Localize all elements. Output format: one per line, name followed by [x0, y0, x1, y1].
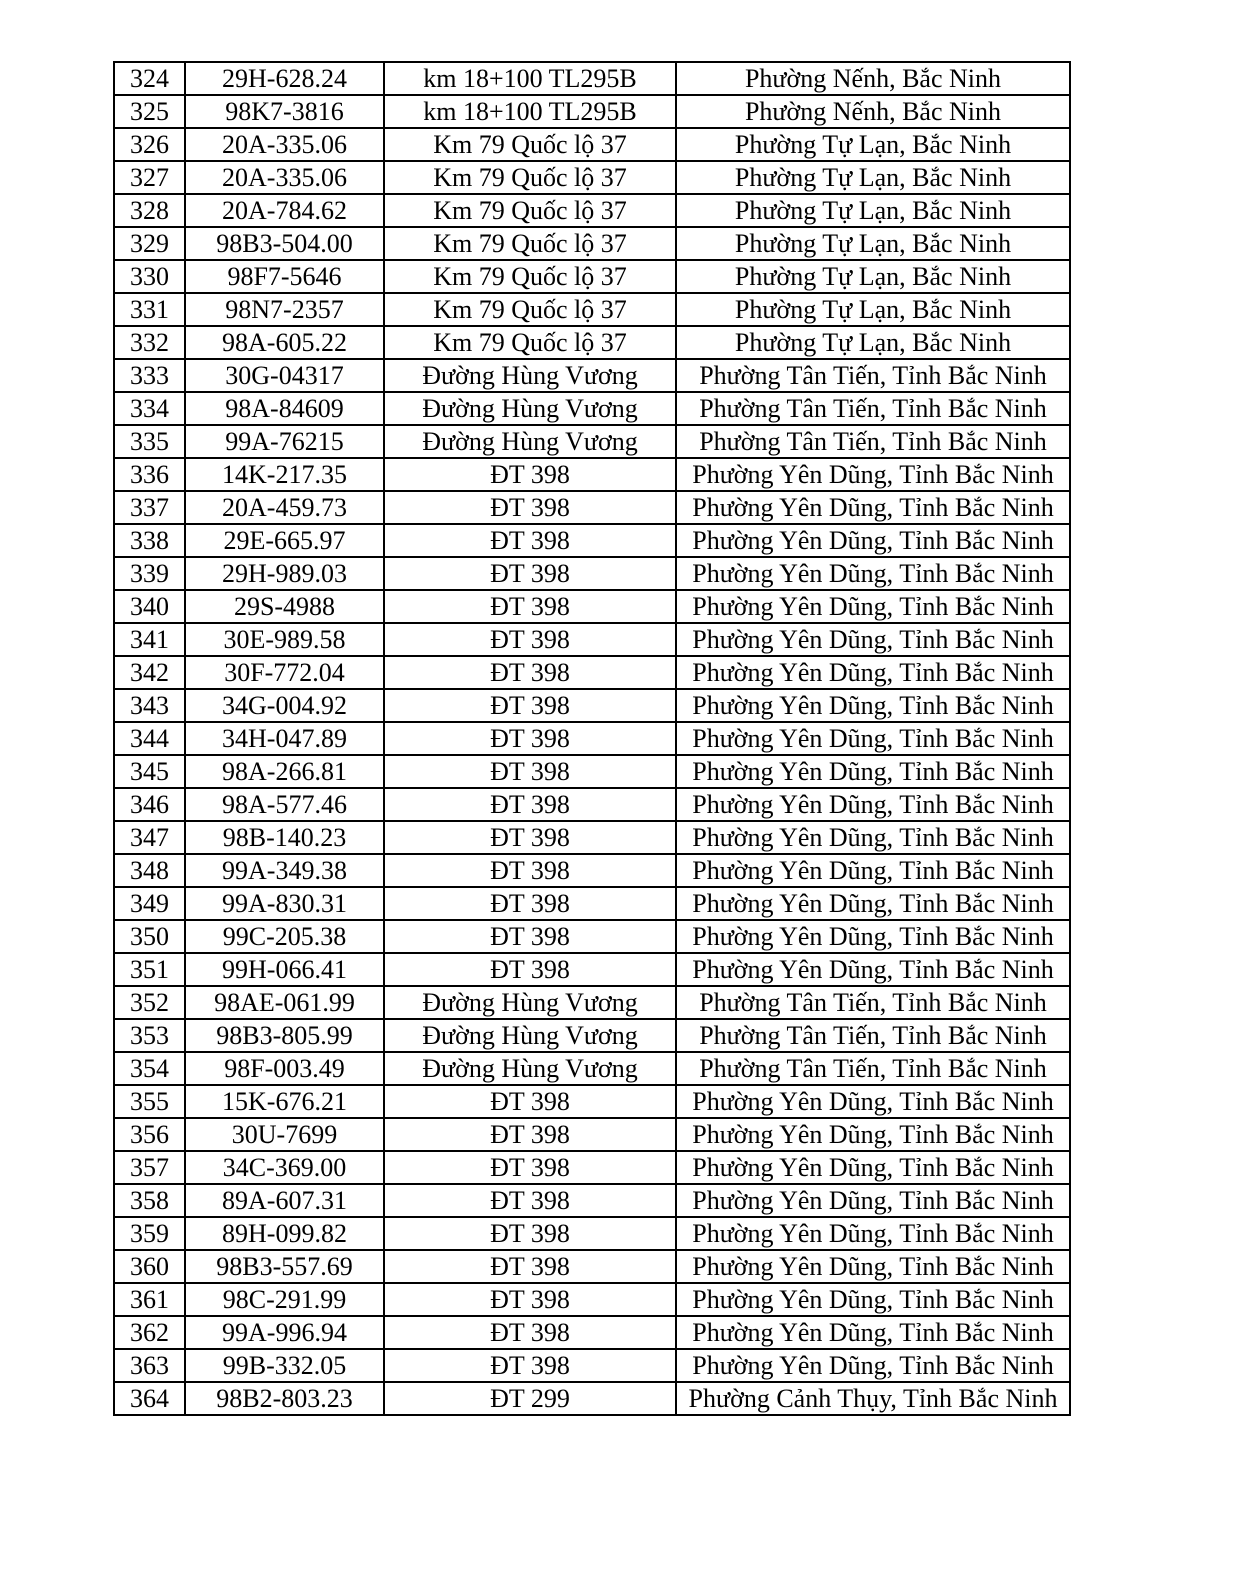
row-number-cell: 340 — [114, 590, 185, 623]
row-number-cell: 329 — [114, 227, 185, 260]
ward-cell: Phường Tân Tiến, Tỉnh Bắc Ninh — [676, 1019, 1070, 1052]
table-row — [114, 1085, 1070, 1118]
ward-cell: Phường Yên Dũng, Tỉnh Bắc Ninh — [676, 1349, 1070, 1382]
row-number-cell: 345 — [114, 755, 185, 788]
ward-cell: Phường Tự Lạn, Bắc Ninh — [676, 161, 1070, 194]
license-plate-cell: 20A-459.73 — [185, 491, 384, 524]
row-number-cell: 364 — [114, 1382, 185, 1415]
ward-cell: Phường Yên Dũng, Tỉnh Bắc Ninh — [676, 1217, 1070, 1250]
table-row — [114, 788, 1070, 821]
row-number-cell: 351 — [114, 953, 185, 986]
ward-cell: Phường Tự Lạn, Bắc Ninh — [676, 326, 1070, 359]
row-number-cell: 355 — [114, 1085, 185, 1118]
location-cell: ĐT 398 — [384, 1283, 676, 1316]
row-number-cell: 333 — [114, 359, 185, 392]
location-cell: ĐT 398 — [384, 1250, 676, 1283]
table-row — [114, 1118, 1070, 1151]
table-row — [114, 260, 1070, 293]
location-cell: Km 79 Quốc lộ 37 — [384, 326, 676, 359]
license-plate-cell: 20A-335.06 — [185, 161, 384, 194]
license-plate-cell: 98B2-803.23 — [185, 1382, 384, 1415]
table-row — [114, 425, 1070, 458]
license-plate-cell: 29H-628.24 — [185, 62, 384, 95]
ward-cell: Phường Tân Tiến, Tỉnh Bắc Ninh — [676, 425, 1070, 458]
location-cell: ĐT 398 — [384, 953, 676, 986]
row-number-cell: 327 — [114, 161, 185, 194]
ward-cell: Phường Yên Dũng, Tỉnh Bắc Ninh — [676, 1118, 1070, 1151]
ward-cell: Phường Tân Tiến, Tỉnh Bắc Ninh — [676, 392, 1070, 425]
table-row — [114, 1151, 1070, 1184]
ward-cell: Phường Tự Lạn, Bắc Ninh — [676, 260, 1070, 293]
license-plate-cell: 29E-665.97 — [185, 524, 384, 557]
row-number-cell: 332 — [114, 326, 185, 359]
ward-cell: Phường Yên Dũng, Tỉnh Bắc Ninh — [676, 590, 1070, 623]
row-number-cell: 360 — [114, 1250, 185, 1283]
ward-cell: Phường Yên Dũng, Tỉnh Bắc Ninh — [676, 656, 1070, 689]
license-plate-cell: 98F-003.49 — [185, 1052, 384, 1085]
ward-cell: Phường Yên Dũng, Tỉnh Bắc Ninh — [676, 623, 1070, 656]
table-row — [114, 161, 1070, 194]
violations-table — [113, 61, 1071, 1416]
location-cell: ĐT 398 — [384, 887, 676, 920]
ward-cell: Phường Yên Dũng, Tỉnh Bắc Ninh — [676, 524, 1070, 557]
row-number-cell: 358 — [114, 1184, 185, 1217]
ward-cell: Phường Yên Dũng, Tỉnh Bắc Ninh — [676, 953, 1070, 986]
table-row — [114, 1250, 1070, 1283]
license-plate-cell: 30F-772.04 — [185, 656, 384, 689]
location-cell: Km 79 Quốc lộ 37 — [384, 260, 676, 293]
table-row — [114, 1382, 1070, 1415]
license-plate-cell: 99A-830.31 — [185, 887, 384, 920]
location-cell: Km 79 Quốc lộ 37 — [384, 194, 676, 227]
location-cell: Đường Hùng Vương — [384, 1052, 676, 1085]
ward-cell: Phường Tân Tiến, Tỉnh Bắc Ninh — [676, 359, 1070, 392]
ward-cell: Phường Yên Dũng, Tỉnh Bắc Ninh — [676, 854, 1070, 887]
location-cell: ĐT 398 — [384, 755, 676, 788]
table-row — [114, 326, 1070, 359]
table-row — [114, 458, 1070, 491]
location-cell: Km 79 Quốc lộ 37 — [384, 128, 676, 161]
row-number-cell: 343 — [114, 689, 185, 722]
row-number-cell: 353 — [114, 1019, 185, 1052]
location-cell: ĐT 398 — [384, 656, 676, 689]
ward-cell: Phường Cảnh Thụy, Tỉnh Bắc Ninh — [676, 1382, 1070, 1415]
row-number-cell: 350 — [114, 920, 185, 953]
location-cell: Km 79 Quốc lộ 37 — [384, 161, 676, 194]
table-row — [114, 1052, 1070, 1085]
license-plate-cell: 29S-4988 — [185, 590, 384, 623]
table-row — [114, 1283, 1070, 1316]
table-row — [114, 590, 1070, 623]
row-number-cell: 341 — [114, 623, 185, 656]
row-number-cell: 338 — [114, 524, 185, 557]
table-row — [114, 1316, 1070, 1349]
location-cell: ĐT 398 — [384, 1151, 676, 1184]
table-row — [114, 95, 1070, 128]
ward-cell: Phường Tân Tiến, Tỉnh Bắc Ninh — [676, 986, 1070, 1019]
row-number-cell: 361 — [114, 1283, 185, 1316]
license-plate-cell: 30U-7699 — [185, 1118, 384, 1151]
table-row — [114, 920, 1070, 953]
table-row — [114, 392, 1070, 425]
location-cell: ĐT 299 — [384, 1382, 676, 1415]
table-row — [114, 491, 1070, 524]
ward-cell: Phường Yên Dũng, Tỉnh Bắc Ninh — [676, 755, 1070, 788]
ward-cell: Phường Yên Dũng, Tỉnh Bắc Ninh — [676, 788, 1070, 821]
license-plate-cell: 20A-784.62 — [185, 194, 384, 227]
table-row — [114, 689, 1070, 722]
license-plate-cell: 98F7-5646 — [185, 260, 384, 293]
location-cell: ĐT 398 — [384, 689, 676, 722]
table-row — [114, 293, 1070, 326]
table-row — [114, 1019, 1070, 1052]
location-cell: ĐT 398 — [384, 458, 676, 491]
ward-cell: Phường Nếnh, Bắc Ninh — [676, 95, 1070, 128]
ward-cell: Phường Tân Tiến, Tỉnh Bắc Ninh — [676, 1052, 1070, 1085]
row-number-cell: 328 — [114, 194, 185, 227]
license-plate-cell: 99C-205.38 — [185, 920, 384, 953]
row-number-cell: 346 — [114, 788, 185, 821]
location-cell: ĐT 398 — [384, 623, 676, 656]
location-cell: ĐT 398 — [384, 1316, 676, 1349]
table-row — [114, 557, 1070, 590]
location-cell: ĐT 398 — [384, 524, 676, 557]
table-row — [114, 623, 1070, 656]
license-plate-cell: 98B3-557.69 — [185, 1250, 384, 1283]
license-plate-cell: 98A-266.81 — [185, 755, 384, 788]
ward-cell: Phường Tự Lạn, Bắc Ninh — [676, 293, 1070, 326]
table-row — [114, 656, 1070, 689]
ward-cell: Phường Yên Dũng, Tỉnh Bắc Ninh — [676, 1085, 1070, 1118]
location-cell: Km 79 Quốc lộ 37 — [384, 293, 676, 326]
ward-cell: Phường Yên Dũng, Tỉnh Bắc Ninh — [676, 887, 1070, 920]
license-plate-cell: 98B3-805.99 — [185, 1019, 384, 1052]
table-row — [114, 524, 1070, 557]
row-number-cell: 347 — [114, 821, 185, 854]
license-plate-cell: 99A-349.38 — [185, 854, 384, 887]
row-number-cell: 336 — [114, 458, 185, 491]
license-plate-cell: 89H-099.82 — [185, 1217, 384, 1250]
row-number-cell: 354 — [114, 1052, 185, 1085]
row-number-cell: 337 — [114, 491, 185, 524]
license-plate-cell: 99A-996.94 — [185, 1316, 384, 1349]
license-plate-cell: 99B-332.05 — [185, 1349, 384, 1382]
table-row — [114, 953, 1070, 986]
license-plate-cell: 99A-76215 — [185, 425, 384, 458]
table-row — [114, 128, 1070, 161]
license-plate-cell: 98B3-504.00 — [185, 227, 384, 260]
location-cell: ĐT 398 — [384, 590, 676, 623]
license-plate-cell: 14K-217.35 — [185, 458, 384, 491]
table-row — [114, 887, 1070, 920]
ward-cell: Phường Yên Dũng, Tỉnh Bắc Ninh — [676, 920, 1070, 953]
ward-cell: Phường Yên Dũng, Tỉnh Bắc Ninh — [676, 1283, 1070, 1316]
location-cell: ĐT 398 — [384, 1349, 676, 1382]
row-number-cell: 357 — [114, 1151, 185, 1184]
license-plate-cell: 98A-605.22 — [185, 326, 384, 359]
license-plate-cell: 98K7-3816 — [185, 95, 384, 128]
license-plate-cell: 20A-335.06 — [185, 128, 384, 161]
row-number-cell: 339 — [114, 557, 185, 590]
ward-cell: Phường Tự Lạn, Bắc Ninh — [676, 227, 1070, 260]
table-row — [114, 359, 1070, 392]
location-cell: Đường Hùng Vương — [384, 359, 676, 392]
ward-cell: Phường Yên Dũng, Tỉnh Bắc Ninh — [676, 689, 1070, 722]
license-plate-cell: 34G-004.92 — [185, 689, 384, 722]
ward-cell: Phường Tự Lạn, Bắc Ninh — [676, 194, 1070, 227]
license-plate-cell: 98B-140.23 — [185, 821, 384, 854]
license-plate-cell: 29H-989.03 — [185, 557, 384, 590]
license-plate-cell: 30G-04317 — [185, 359, 384, 392]
ward-cell: Phường Yên Dũng, Tỉnh Bắc Ninh — [676, 1184, 1070, 1217]
license-plate-cell: 98C-291.99 — [185, 1283, 384, 1316]
table-row — [114, 854, 1070, 887]
row-number-cell: 324 — [114, 62, 185, 95]
license-plate-cell: 89A-607.31 — [185, 1184, 384, 1217]
row-number-cell: 362 — [114, 1316, 185, 1349]
row-number-cell: 352 — [114, 986, 185, 1019]
ward-cell: Phường Yên Dũng, Tỉnh Bắc Ninh — [676, 1316, 1070, 1349]
table-row — [114, 755, 1070, 788]
location-cell: km 18+100 TL295B — [384, 62, 676, 95]
table-row — [114, 722, 1070, 755]
license-plate-cell: 98A-84609 — [185, 392, 384, 425]
ward-cell: Phường Yên Dũng, Tỉnh Bắc Ninh — [676, 722, 1070, 755]
license-plate-cell: 15K-676.21 — [185, 1085, 384, 1118]
ward-cell: Phường Yên Dũng, Tỉnh Bắc Ninh — [676, 1151, 1070, 1184]
table-row — [114, 1349, 1070, 1382]
license-plate-cell: 98AE-061.99 — [185, 986, 384, 1019]
row-number-cell: 363 — [114, 1349, 185, 1382]
table-row — [114, 1217, 1070, 1250]
row-number-cell: 325 — [114, 95, 185, 128]
license-plate-cell: 99H-066.41 — [185, 953, 384, 986]
row-number-cell: 335 — [114, 425, 185, 458]
table-row — [114, 62, 1070, 95]
license-plate-cell: 98A-577.46 — [185, 788, 384, 821]
location-cell: ĐT 398 — [384, 1184, 676, 1217]
table-row — [114, 1184, 1070, 1217]
table-row — [114, 821, 1070, 854]
location-cell: Đường Hùng Vương — [384, 1019, 676, 1052]
table-row — [114, 194, 1070, 227]
row-number-cell: 349 — [114, 887, 185, 920]
ward-cell: Phường Yên Dũng, Tỉnh Bắc Ninh — [676, 557, 1070, 590]
location-cell: ĐT 398 — [384, 854, 676, 887]
location-cell: ĐT 398 — [384, 821, 676, 854]
location-cell: ĐT 398 — [384, 920, 676, 953]
location-cell: Đường Hùng Vương — [384, 986, 676, 1019]
license-plate-cell: 30E-989.58 — [185, 623, 384, 656]
row-number-cell: 344 — [114, 722, 185, 755]
ward-cell: Phường Yên Dũng, Tỉnh Bắc Ninh — [676, 491, 1070, 524]
row-number-cell: 326 — [114, 128, 185, 161]
license-plate-cell: 34H-047.89 — [185, 722, 384, 755]
location-cell: ĐT 398 — [384, 1085, 676, 1118]
location-cell: ĐT 398 — [384, 1118, 676, 1151]
location-cell: ĐT 398 — [384, 722, 676, 755]
location-cell: Đường Hùng Vương — [384, 425, 676, 458]
row-number-cell: 330 — [114, 260, 185, 293]
location-cell: ĐT 398 — [384, 788, 676, 821]
license-plate-cell: 34C-369.00 — [185, 1151, 384, 1184]
row-number-cell: 334 — [114, 392, 185, 425]
location-cell: ĐT 398 — [384, 1217, 676, 1250]
license-plate-cell: 98N7-2357 — [185, 293, 384, 326]
row-number-cell: 359 — [114, 1217, 185, 1250]
ward-cell: Phường Yên Dũng, Tỉnh Bắc Ninh — [676, 458, 1070, 491]
row-number-cell: 342 — [114, 656, 185, 689]
ward-cell: Phường Yên Dũng, Tỉnh Bắc Ninh — [676, 821, 1070, 854]
ward-cell: Phường Nếnh, Bắc Ninh — [676, 62, 1070, 95]
location-cell: Km 79 Quốc lộ 37 — [384, 227, 676, 260]
location-cell: ĐT 398 — [384, 557, 676, 590]
table-body — [114, 62, 1070, 1415]
ward-cell: Phường Tự Lạn, Bắc Ninh — [676, 128, 1070, 161]
row-number-cell: 356 — [114, 1118, 185, 1151]
location-cell: ĐT 398 — [384, 491, 676, 524]
table-row — [114, 986, 1070, 1019]
ward-cell: Phường Yên Dũng, Tỉnh Bắc Ninh — [676, 1250, 1070, 1283]
location-cell: Đường Hùng Vương — [384, 392, 676, 425]
row-number-cell: 348 — [114, 854, 185, 887]
location-cell: km 18+100 TL295B — [384, 95, 676, 128]
table-row — [114, 227, 1070, 260]
row-number-cell: 331 — [114, 293, 185, 326]
